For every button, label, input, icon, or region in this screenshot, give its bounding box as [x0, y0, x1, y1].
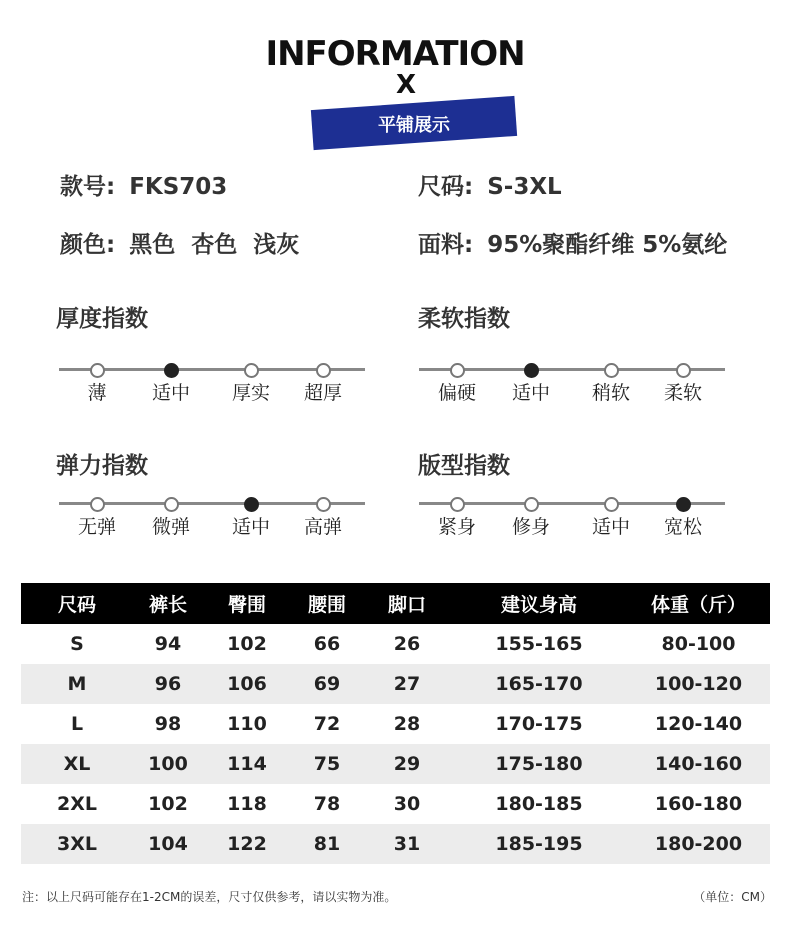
colors-info — [60, 226, 299, 259]
scale-dot — [90, 497, 105, 512]
table-cell: 100 — [133, 744, 203, 784]
scale-label: 修身 — [511, 516, 550, 538]
scale-label: 适中 — [511, 382, 550, 404]
table-cell: 102 — [227, 633, 267, 655]
scale-label: 微弹 — [151, 516, 190, 538]
table-cell: M — [21, 664, 133, 704]
elasticity-scale — [59, 496, 365, 556]
size-range-label: 尺码: — [418, 174, 474, 200]
scale-dot — [164, 497, 179, 512]
table-row — [21, 824, 770, 864]
scale-dot — [450, 497, 465, 512]
scale-dot — [244, 363, 259, 378]
table-cell: 104 — [133, 824, 203, 864]
unit-note: （单位：CM） — [693, 890, 772, 904]
colors-value: 黑色 杏色 浅灰 — [129, 232, 300, 258]
table-cell: 96 — [133, 664, 203, 704]
style-number-value: FKS703 — [129, 174, 228, 200]
table-row — [21, 624, 770, 664]
table-cell: 29 — [363, 744, 451, 784]
table-header-cell: 臀围 — [203, 583, 291, 624]
fit-index-title: 版型指数 — [418, 453, 510, 479]
scale-selected-dot — [524, 363, 539, 378]
table-cell: 28 — [393, 713, 421, 735]
table-cell: 3XL — [21, 824, 133, 864]
table-cell: 75 — [291, 744, 363, 784]
table-header-cell: 裤长 — [133, 583, 203, 624]
fabric-info — [418, 226, 727, 259]
scale-selected-dot — [676, 497, 691, 512]
scale-label: 厚实 — [231, 382, 270, 404]
table-header-row — [21, 583, 770, 624]
size-range-value: S-3XL — [487, 174, 562, 200]
thickness-index-title: 厚度指数 — [56, 306, 148, 332]
banner-label: 平铺展示 — [378, 115, 450, 136]
table-cell: 2XL — [57, 793, 97, 815]
table-cell: XL — [21, 744, 133, 784]
table-header-cell: 脚口 — [363, 583, 451, 624]
table-cell: 118 — [227, 793, 267, 815]
title-separator-x: X — [395, 70, 417, 100]
table-header-cell: 建议身高 — [451, 583, 627, 624]
size-chart-table — [21, 583, 770, 864]
scale-label: 薄 — [87, 382, 107, 404]
table-cell: 80-100 — [661, 633, 736, 655]
size-range — [418, 168, 562, 201]
scale-label: 偏硬 — [437, 382, 476, 404]
scale-dot — [316, 497, 331, 512]
table-cell: 106 — [203, 664, 291, 704]
scale-label: 无弹 — [77, 516, 116, 538]
scale-label: 超厚 — [303, 382, 342, 404]
colors-label: 颜色: — [60, 232, 116, 258]
table-cell: 120-140 — [654, 713, 743, 735]
table-cell: 122 — [203, 824, 291, 864]
table-row — [21, 784, 770, 824]
fit-scale — [419, 496, 725, 556]
table-body — [21, 624, 770, 864]
fabric-label: 面料: — [418, 232, 474, 258]
table-cell: 30 — [393, 793, 421, 815]
scale-label: 稍软 — [591, 382, 630, 404]
scale-dot — [676, 363, 691, 378]
scale-dot — [604, 363, 619, 378]
scale-label: 紧身 — [437, 516, 476, 538]
scale-dot — [524, 497, 539, 512]
table-row — [21, 664, 770, 704]
table-header-cell: 腰围 — [291, 583, 363, 624]
table-cell: 26 — [393, 633, 421, 655]
elasticity-index-title: 弹力指数 — [56, 453, 148, 479]
table-header-cell: 尺码 — [21, 583, 133, 624]
table-cell: 94 — [154, 633, 182, 655]
scale-label: 柔软 — [663, 382, 702, 404]
table-cell: 114 — [203, 744, 291, 784]
table-cell: 78 — [313, 793, 341, 815]
softness-index-title: 柔软指数 — [418, 306, 510, 332]
table-cell: 72 — [313, 713, 341, 735]
table-cell: 100-120 — [627, 664, 770, 704]
table-cell: 165-170 — [451, 664, 627, 704]
scale-label: 适中 — [151, 382, 190, 404]
scale-dot — [90, 363, 105, 378]
table-cell: 155-165 — [495, 633, 583, 655]
table-cell: 140-160 — [627, 744, 770, 784]
table-cell: 66 — [313, 633, 341, 655]
scale-label: 适中 — [591, 516, 630, 538]
table-cell: 185-195 — [451, 824, 627, 864]
table-cell: 110 — [227, 713, 267, 735]
table-cell: 69 — [291, 664, 363, 704]
table-cell: 175-180 — [451, 744, 627, 784]
fabric-value: 95%聚酯纤维 5%氨纶 — [487, 232, 728, 258]
table-cell: 31 — [363, 824, 451, 864]
scale-dot — [316, 363, 331, 378]
scale-dot — [604, 497, 619, 512]
table-cell: 170-175 — [495, 713, 583, 735]
scale-label: 高弹 — [303, 516, 342, 538]
scale-label: 适中 — [231, 516, 270, 538]
table-cell: 81 — [291, 824, 363, 864]
scale-selected-dot — [164, 363, 179, 378]
table-cell: 98 — [154, 713, 182, 735]
softness-scale — [419, 362, 725, 422]
table-cell: 102 — [148, 793, 188, 815]
table-cell: L — [70, 713, 84, 735]
scale-label: 宽松 — [663, 516, 702, 538]
scale-dot — [450, 363, 465, 378]
table-header-cell: 体重（斤） — [627, 583, 770, 624]
size-disclaimer-note: 注：以上尺码可能存在1-2CM的误差，尺寸仅供参考，请以实物为准。 — [22, 890, 397, 904]
style-number-label: 款号: — [60, 174, 116, 200]
table-cell: S — [70, 633, 84, 655]
thickness-scale — [59, 362, 365, 422]
page-title: INFORMATION — [265, 34, 525, 74]
table-row — [21, 744, 770, 784]
table-row — [21, 704, 770, 744]
table-cell: 27 — [363, 664, 451, 704]
style-number — [60, 168, 227, 201]
table-cell: 160-180 — [654, 793, 743, 815]
table-cell: 180-200 — [627, 824, 770, 864]
scale-selected-dot — [244, 497, 259, 512]
table-cell: 180-185 — [495, 793, 583, 815]
